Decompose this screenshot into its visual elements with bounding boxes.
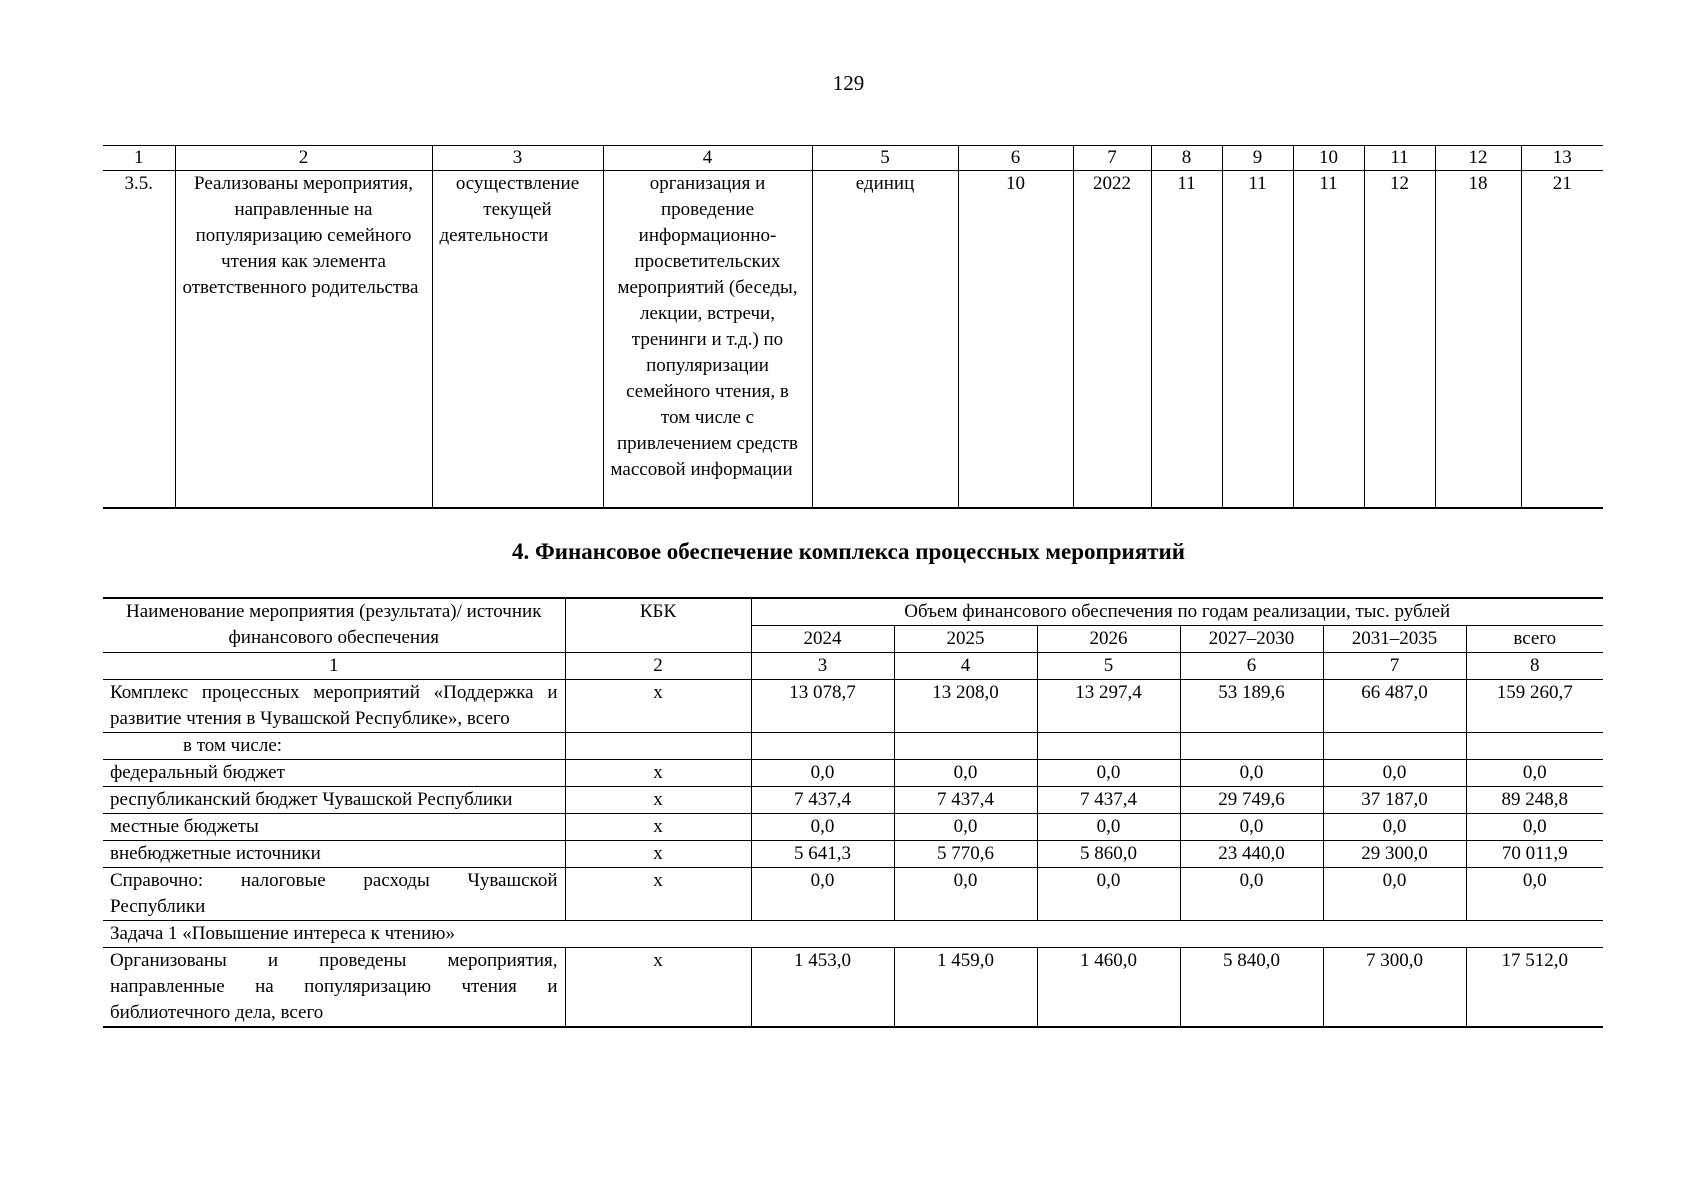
row-kbk: x	[565, 680, 751, 733]
column-number: 8	[1151, 146, 1222, 171]
column-number: 2	[565, 653, 751, 680]
row-name: внебюджетные источники	[103, 841, 565, 868]
header-total: всего	[1466, 626, 1603, 653]
table-row	[103, 171, 1603, 509]
value-cell	[894, 733, 1037, 760]
column-number: 7	[1323, 653, 1466, 680]
header-year: 2025	[894, 626, 1037, 653]
header-year: 2031–2035	[1323, 626, 1466, 653]
column-number: 8	[1466, 653, 1603, 680]
column-number: 6	[1180, 653, 1323, 680]
table-row	[103, 760, 1603, 787]
value-cell: 37 187,0	[1323, 787, 1466, 814]
value-cell: 1 460,0	[1037, 948, 1180, 1028]
base-value: 10	[958, 171, 1073, 509]
results-table	[103, 145, 1603, 509]
value-cell: 11	[1293, 171, 1364, 509]
value-cell: 66 487,0	[1323, 680, 1466, 733]
value-cell: 5 770,6	[894, 841, 1037, 868]
value-cell: 0,0	[1037, 814, 1180, 841]
header-kbk: КБК	[565, 598, 751, 653]
value-cell: 53 189,6	[1180, 680, 1323, 733]
column-number: 3	[751, 653, 894, 680]
value-cell: 5 860,0	[1037, 841, 1180, 868]
value-cell	[751, 733, 894, 760]
task-row	[103, 921, 1603, 948]
column-number: 5	[1037, 653, 1180, 680]
column-number: 11	[1364, 146, 1435, 171]
value-cell: 0,0	[1037, 868, 1180, 921]
value-cell: 0,0	[1323, 760, 1466, 787]
column-number: 4	[603, 146, 812, 171]
column-number: 12	[1435, 146, 1521, 171]
column-number: 4	[894, 653, 1037, 680]
row-name: республиканский бюджет Чувашской Республики	[103, 787, 565, 814]
header-row	[103, 598, 1603, 626]
value-cell: 0,0	[894, 760, 1037, 787]
value-cell: 89 248,8	[1466, 787, 1603, 814]
value-cell: 0,0	[1180, 814, 1323, 841]
column-number-row	[103, 146, 1603, 171]
value-cell: 70 011,9	[1466, 841, 1603, 868]
row-kbk: x	[565, 814, 751, 841]
value-cell: 0,0	[751, 760, 894, 787]
value-cell: 0,0	[894, 814, 1037, 841]
value-cell: 23 440,0	[1180, 841, 1323, 868]
value-cell: 0,0	[1037, 760, 1180, 787]
value-cell: 5 840,0	[1180, 948, 1323, 1028]
value-cell	[1180, 733, 1323, 760]
value-cell: 7 300,0	[1323, 948, 1466, 1028]
value-cell	[1323, 733, 1466, 760]
column-number: 3	[432, 146, 603, 171]
row-name: местные бюджеты	[103, 814, 565, 841]
value-cell	[1466, 733, 1603, 760]
value-cell: 13 208,0	[894, 680, 1037, 733]
column-number-row	[103, 653, 1603, 680]
value-cell: 0,0	[751, 868, 894, 921]
row-name: Организованы и проведены мероприятия, направленные на популяризацию чтения и библиотечного дела, всего	[103, 948, 565, 1028]
value-cell	[1037, 733, 1180, 760]
value-cell: 11	[1151, 171, 1222, 509]
value-cell: 0,0	[1466, 814, 1603, 841]
column-number: 13	[1521, 146, 1603, 171]
row-name: Комплекс процессных мероприятий «Поддержка и развитие чтения в Чувашской Республике», всего	[103, 680, 565, 733]
row-kbk: x	[565, 868, 751, 921]
column-number: 1	[103, 146, 175, 171]
row-number: 3.5.	[103, 171, 175, 509]
value-cell: 11	[1222, 171, 1293, 509]
table-row	[103, 733, 1603, 760]
value-cell: 13 078,7	[751, 680, 894, 733]
value-cell: 17 512,0	[1466, 948, 1603, 1028]
table-row	[103, 948, 1603, 1028]
column-number: 5	[812, 146, 958, 171]
value-cell: 0,0	[1466, 760, 1603, 787]
result-name: Реализованы мероприятия, направленные на популяризацию семейного чтения как элемента ответственного родительства	[175, 171, 432, 509]
column-number: 10	[1293, 146, 1364, 171]
value-cell: 7 437,4	[1037, 787, 1180, 814]
value-cell: 13 297,4	[1037, 680, 1180, 733]
header-volume: Объем финансового обеспечения по годам реализации, тыс. рублей	[751, 598, 1603, 626]
row-name: в том числе:	[103, 733, 565, 760]
value-cell: 159 260,7	[1466, 680, 1603, 733]
row-name: Справочно: налоговые расходы Чувашской Республики	[103, 868, 565, 921]
row-kbk: x	[565, 787, 751, 814]
header-year: 2026	[1037, 626, 1180, 653]
row-kbk: x	[565, 841, 751, 868]
header-name: Наименование мероприятия (результата)/ источник финансового обеспечения	[103, 598, 565, 653]
table-row	[103, 868, 1603, 921]
table-row	[103, 841, 1603, 868]
table-row	[103, 814, 1603, 841]
value-cell: 0,0	[1323, 814, 1466, 841]
row-name: федеральный бюджет	[103, 760, 565, 787]
value-cell: 29 300,0	[1323, 841, 1466, 868]
value-cell: 7 437,4	[751, 787, 894, 814]
result-type: осуществление текущей деятельности	[432, 171, 603, 509]
header-year: 2027–2030	[1180, 626, 1323, 653]
value-cell: 5 641,3	[751, 841, 894, 868]
value-cell: 18	[1435, 171, 1521, 509]
value-cell: 0,0	[1180, 868, 1323, 921]
finance-table	[103, 597, 1603, 1028]
value-cell: 0,0	[1180, 760, 1323, 787]
page-number: 129	[832, 71, 865, 95]
row-kbk	[565, 733, 751, 760]
value-cell: 12	[1364, 171, 1435, 509]
value-cell: 7 437,4	[894, 787, 1037, 814]
value-cell: 0,0	[894, 868, 1037, 921]
column-number: 6	[958, 146, 1073, 171]
table-row	[103, 787, 1603, 814]
value-cell: 0,0	[1323, 868, 1466, 921]
column-number: 9	[1222, 146, 1293, 171]
row-kbk: x	[565, 760, 751, 787]
column-number: 2	[175, 146, 432, 171]
value-cell: 0,0	[751, 814, 894, 841]
section-title: 4. Финансовое обеспечение комплекса процессных мероприятий	[511, 539, 1186, 564]
result-characteristic: организация и проведение информационно-просветительских мероприятий (беседы, лекции, встречи, тренинги и т.д.) по популяризации семейного чтения, в том числе с привлечением средств массовой информации	[603, 171, 812, 509]
value-cell: 21	[1521, 171, 1603, 509]
header-year: 2024	[751, 626, 894, 653]
value-cell: 0,0	[1466, 868, 1603, 921]
value-cell: 29 749,6	[1180, 787, 1323, 814]
column-number: 1	[103, 653, 565, 680]
row-kbk: x	[565, 948, 751, 1028]
task-title: Задача 1 «Повышение интереса к чтению»	[103, 921, 1603, 948]
column-number: 7	[1073, 146, 1151, 171]
value-cell: 1 459,0	[894, 948, 1037, 1028]
table-row	[103, 680, 1603, 733]
base-year: 2022	[1073, 171, 1151, 509]
unit: единиц	[812, 171, 958, 509]
value-cell: 1 453,0	[751, 948, 894, 1028]
